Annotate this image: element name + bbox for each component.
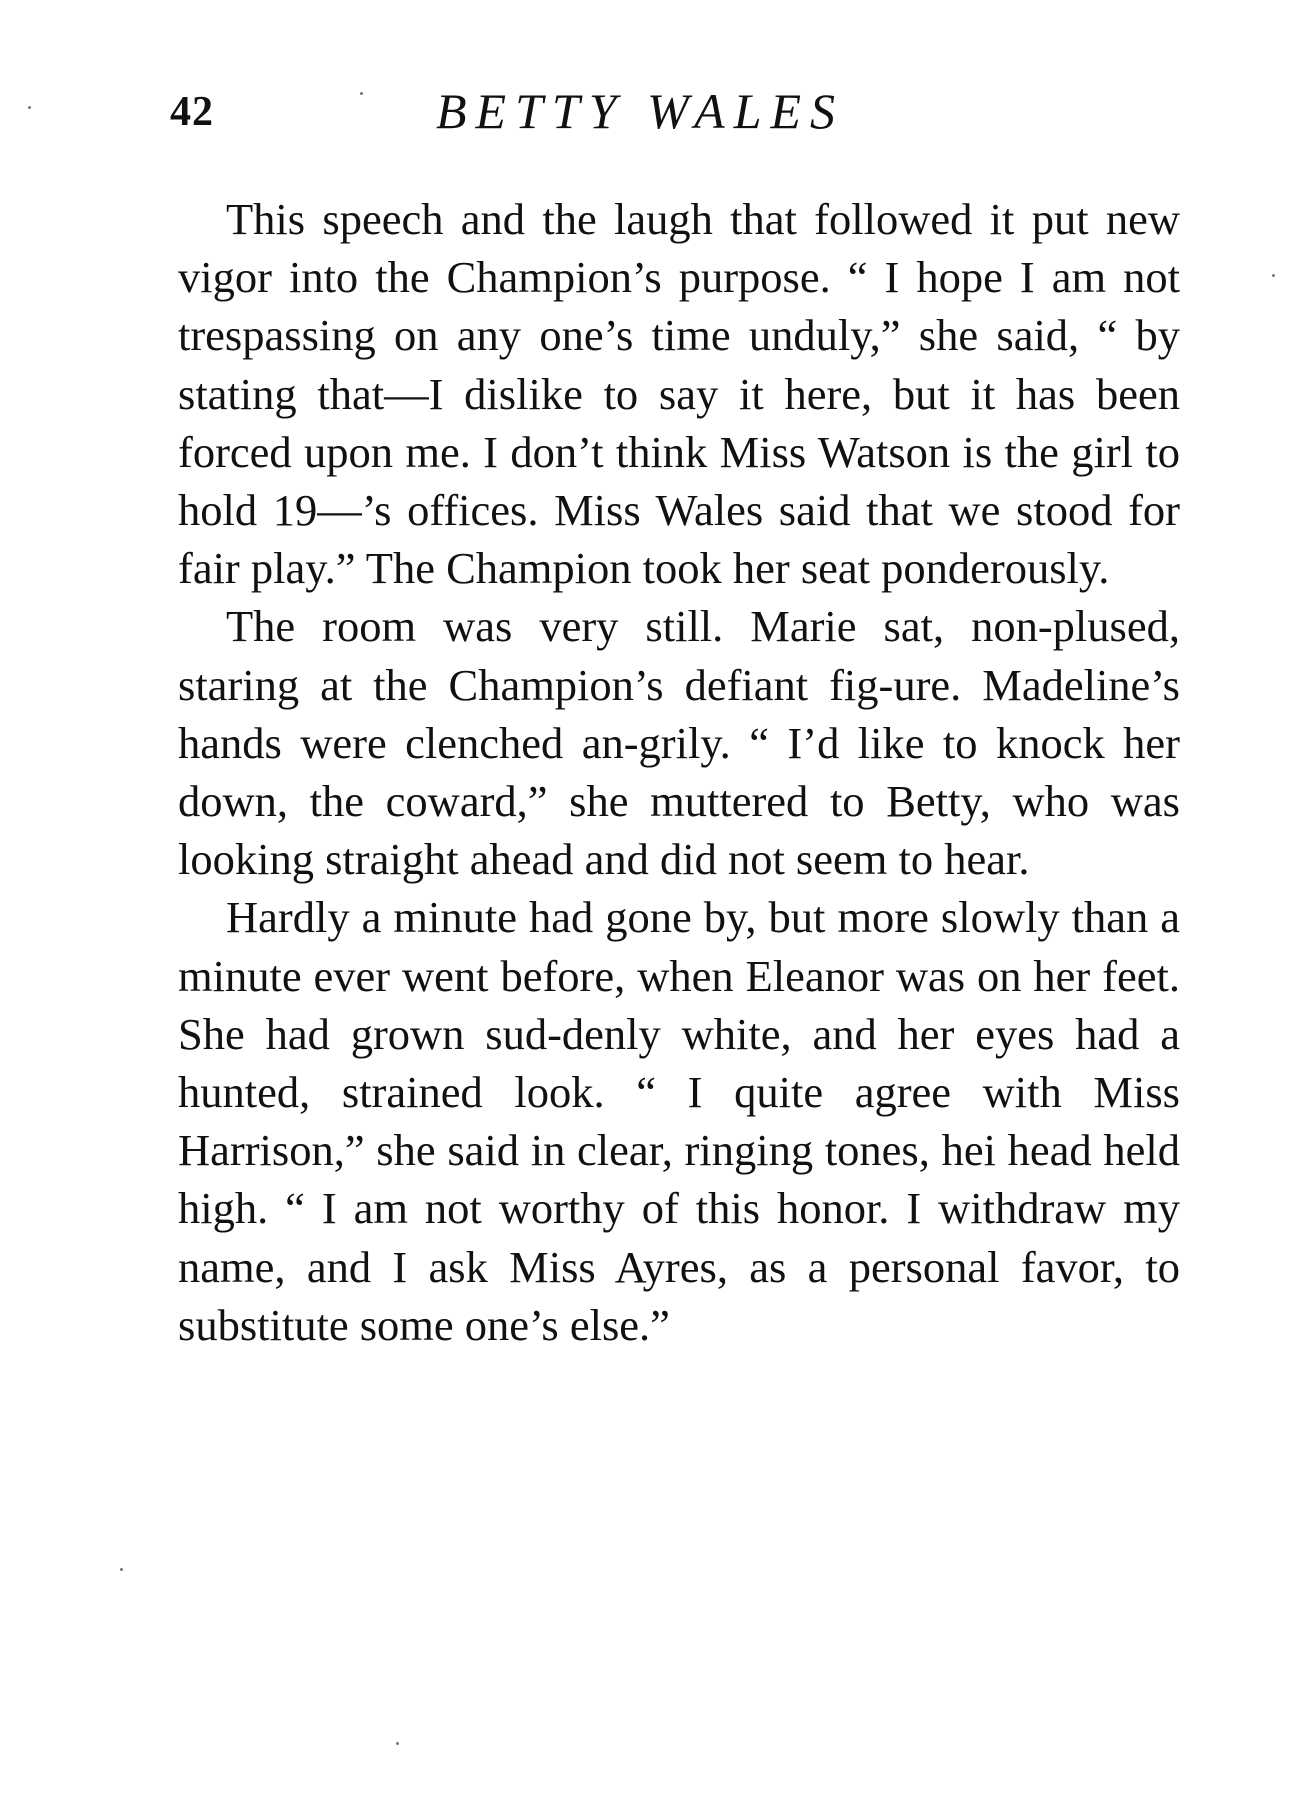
scan-speck [28, 106, 31, 109]
scan-speck [396, 1742, 399, 1745]
scan-speck [120, 1568, 123, 1571]
page-number: 42 [170, 89, 214, 135]
paragraph-1: This speech and the laugh that followed it put new vigor into the Champion’s purpose. “ I hope I am not trespassing on any one’s time unduly,” she said, “ by stating that—I dislike to say it here, but it has been forced upon me. I don’t think Miss Watson is the girl to hold 19—’s offices. Miss Wales said that we stood for fair play.” The Champion took her seat ponderously. [178, 194, 1180, 594]
scan-speck [360, 92, 363, 95]
scan-speck [1272, 274, 1275, 277]
running-title: BETTY WALES [436, 83, 845, 139]
page-header [170, 82, 1180, 152]
body-text [178, 190, 1180, 1354]
paragraph-2: The room was very still. Marie sat, non-plused, staring at the Champion’s defiant fig-ure. Madeline’s hands were clenched an-grily. “ I’d like to knock her down, the coward,” she muttered to Betty, who was looking straight ahead and did not seem to hear. [178, 601, 1180, 885]
paragraph-3: Hardly a minute had gone by, but more slowly than a minute ever went before, when Eleanor was on her feet. She had grown sud-denly white, and her eyes had a hunted, strained look. “ I quite agree with Miss Harrison,” she said in clear, ringing tones, hei head held high. “ I am not worthy of this honor. I withdraw my name, and I ask Miss Ayres, as a personal favor, to substitute some one’s else.” [178, 892, 1180, 1350]
